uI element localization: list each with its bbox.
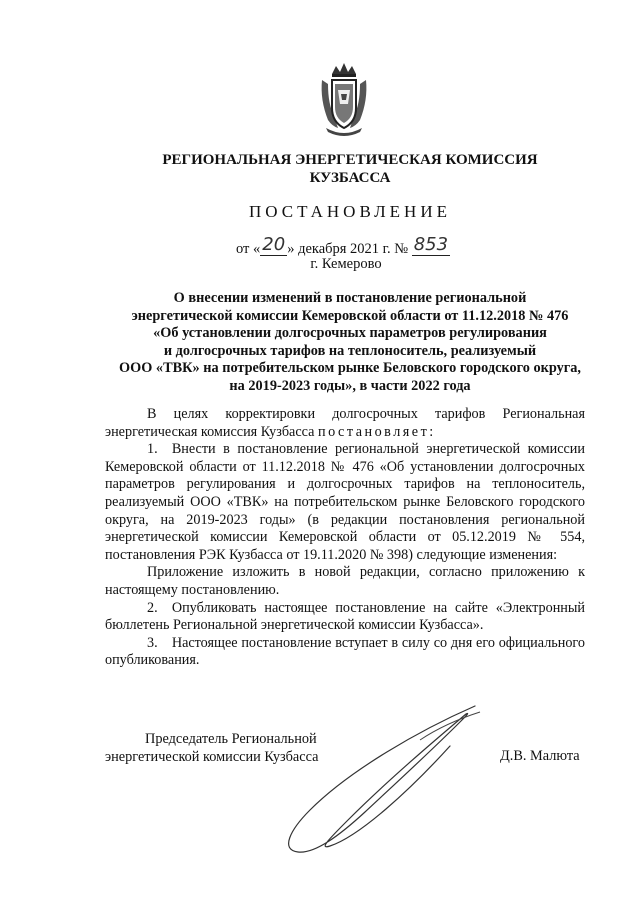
document-body	[105, 406, 585, 670]
handwritten-signature	[270, 700, 500, 860]
date-month-year: » декабря 2021 г. №	[287, 241, 409, 257]
title-line: О внесении изменений в постановление региональной	[173, 290, 527, 306]
org-name-line1: РЕГИОНАЛЬНАЯ ЭНЕРГЕТИЧЕСКАЯ КОМИССИЯ	[162, 152, 538, 168]
paragraph-2: 2. Опубликовать настоящее постановление на сайте «Электронный бюллетень Региональной энергетической комиссии Кузбасса».	[105, 599, 585, 634]
city-line: г. Кемерово	[310, 256, 382, 272]
paragraph-1a: Приложение изложить в новой редакции, согласно приложению к настоящему постановлению.	[105, 564, 585, 598]
title-line: «Об установлении долгосрочных параметров регулирования	[153, 325, 547, 341]
org-name-line2: КУЗБАССА	[309, 170, 391, 186]
title-line: энергетической комиссии Кемеровской области от 11.12.2018 № 476	[131, 307, 569, 324]
position-line2: энергетической комиссии Кузбасса	[105, 749, 319, 765]
paragraph-1: 1. Внести в постановление региональной энергетической комиссии Кемеровской области от 11.12.2018 № 476 «Об установлении долгосрочных параметров регулирования и долгосрочных тарифов на теплоноситель, реализуемый ООО «ТВК» на потребительском рынке Беловского городского округа, на 2019-2023 годы» (в редакции постановления региональной энергетической комиссии Кемеровской области от 05.12.2019 № 554, постановления РЭК Кузбасса от 19.11.2020 № 398) следующие изменения:	[105, 441, 585, 563]
title-line: на 2019-2023 годы», в части 2022 года	[229, 377, 471, 394]
handwritten-doc-number: 853	[413, 234, 449, 255]
intro-text: В целях корректировки долгосрочных тарифов Региональная энергетическая комиссия Кузбасса	[105, 406, 585, 440]
document-title	[95, 290, 605, 395]
handwritten-day: 20	[262, 234, 286, 255]
document-type-heading: ПОСТАНОВЛЕНИЕ	[248, 202, 451, 221]
intro-spaced-verb: постановляет:	[317, 423, 436, 440]
date-prefix: от «	[236, 241, 261, 257]
paragraph-3: 3. Настоящее постановление вступает в силу со дня его официального опубликования.	[105, 634, 585, 669]
position-line1: Председатель Региональной	[145, 731, 317, 747]
title-line: и долгосрочных тарифов на теплоноситель, реализуемый	[163, 342, 537, 359]
intro-paragraph	[105, 406, 585, 441]
signatory-name: Д.В. Малюта	[500, 748, 580, 764]
coat-of-arms-icon	[318, 60, 370, 138]
title-line: ООО «ТВК» на потребительском рынке Беловского городского округа,	[119, 360, 581, 376]
